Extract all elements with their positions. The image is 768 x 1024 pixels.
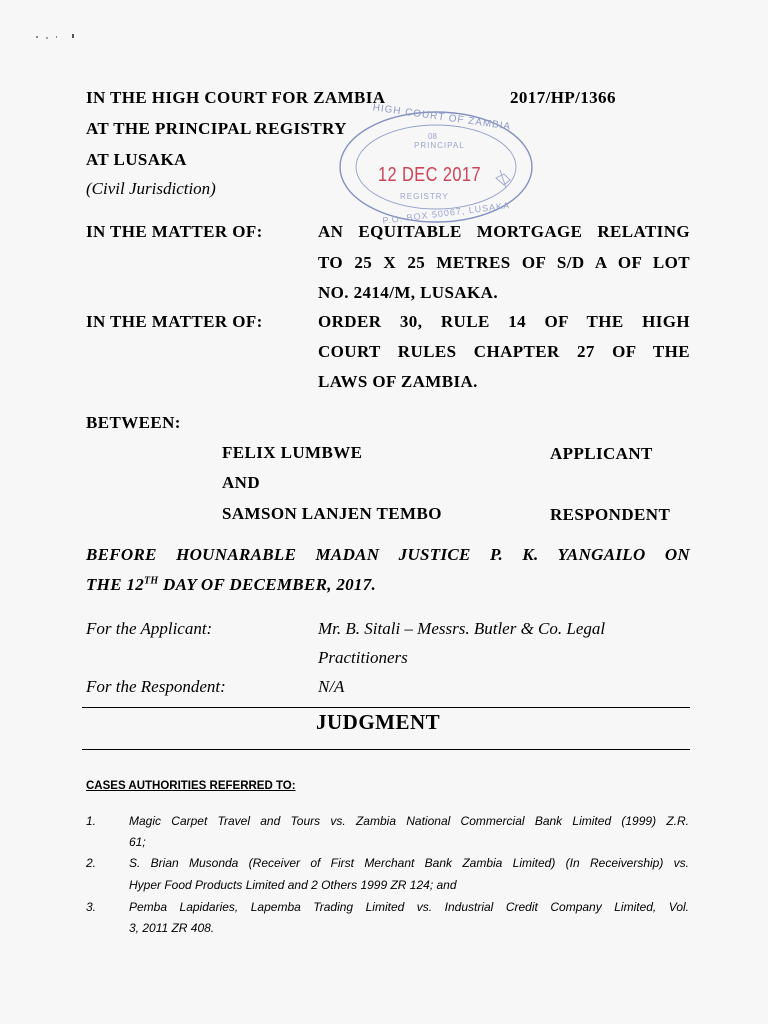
authority-text-2a: S. Brian Musonda (Receiver of First Merchant Bank Zambia Limited) (In Receivership) vs.	[129, 856, 689, 870]
authority-text-1a: Magic Carpet Travel and Tours vs. Zambia National Commercial Bank Limited (1999) Z.R.	[129, 814, 689, 828]
registry-line: AT THE PRINCIPAL REGISTRY	[86, 119, 347, 138]
before-date-sup: TH	[144, 575, 159, 587]
matter-1-line-1: AN EQUITABLE MORTGAGE RELATING	[318, 222, 690, 241]
applicant-name: FELIX LUMBWE	[222, 443, 363, 462]
before-line-2	[86, 575, 376, 595]
authorities-heading: CASES AUTHORITIES REFERRED TO:	[86, 780, 296, 792]
respondent-role: RESPONDENT	[550, 505, 671, 524]
and-label: AND	[222, 473, 261, 492]
stamp-line4: REGISTRY	[400, 192, 449, 201]
authority-num-3: 3.	[86, 900, 97, 914]
authority-num-2: 2.	[86, 856, 97, 870]
stamp-bottom-text: P.O. BOX 50067, LUSAKA	[381, 200, 511, 226]
jurisdiction: (Civil Jurisdiction)	[86, 179, 216, 198]
matter-2-line-3: LAWS OF ZAMBIA.	[318, 372, 478, 391]
between-label: BETWEEN:	[86, 413, 181, 432]
before-date-post: DAY OF DECEMBER, 2017.	[158, 575, 377, 594]
matter-1-line-2: TO 25 X 25 METRES OF S/D A OF LOT	[318, 253, 690, 272]
judgment-title: JUDGMENT	[316, 710, 441, 734]
respondent-counsel-value: N/A	[318, 677, 345, 696]
matter-label-1: IN THE MATTER OF:	[86, 222, 263, 241]
court-name: IN THE HIGH COURT FOR ZAMBIA	[86, 88, 386, 107]
stamp-date: 12 DEC 2017	[378, 164, 481, 186]
before-line-1: BEFORE HOUNARABLE MADAN JUSTICE P. K. YANGAILO ON	[86, 545, 690, 564]
location-line: AT LUSAKA	[86, 150, 187, 169]
applicant-counsel-label: For the Applicant:	[86, 619, 213, 638]
matter-label-2: IN THE MATTER OF:	[86, 312, 263, 331]
applicant-counsel-value-1: Mr. B. Sitali – Messrs. Butler & Co. Legal	[318, 619, 606, 638]
authority-num-1: 1.	[86, 814, 97, 828]
before-date-pre: THE 12	[86, 575, 144, 594]
matter-1-line-3: NO. 2414/M, LUSAKA.	[318, 283, 498, 302]
matter-2-line-2: COURT RULES CHAPTER 27 OF THE	[318, 342, 690, 361]
scan-speck	[36, 34, 76, 40]
court-stamp	[336, 102, 536, 226]
stamp-top-text: HIGH COURT OF ZAMBIA	[371, 102, 512, 133]
applicant-role: APPLICANT	[550, 444, 653, 463]
authority-text-3a: Pemba Lapidaries, Lapemba Trading Limited vs. Industrial Credit Company Limited, Vol.	[129, 900, 689, 914]
authority-text-3b: 3, 2011 ZR 408.	[129, 921, 215, 935]
stamp-line2: 08	[428, 132, 437, 141]
respondent-name: SAMSON LANJEN TEMBO	[222, 504, 442, 523]
authority-text-2b: Hyper Food Products Limited and 2 Others 1999 ZR 124; and	[129, 878, 457, 892]
divider-top	[82, 707, 690, 708]
applicant-counsel-value-2: Practitioners	[318, 648, 408, 667]
authority-text-1b: 61;	[129, 835, 146, 849]
divider-bottom	[82, 749, 690, 750]
case-number: 2017/HP/1366	[510, 88, 616, 107]
stamp-line3: PRINCIPAL	[414, 141, 465, 150]
matter-2-line-1: ORDER 30, RULE 14 OF THE HIGH	[318, 312, 690, 331]
respondent-counsel-label: For the Respondent:	[86, 677, 226, 696]
